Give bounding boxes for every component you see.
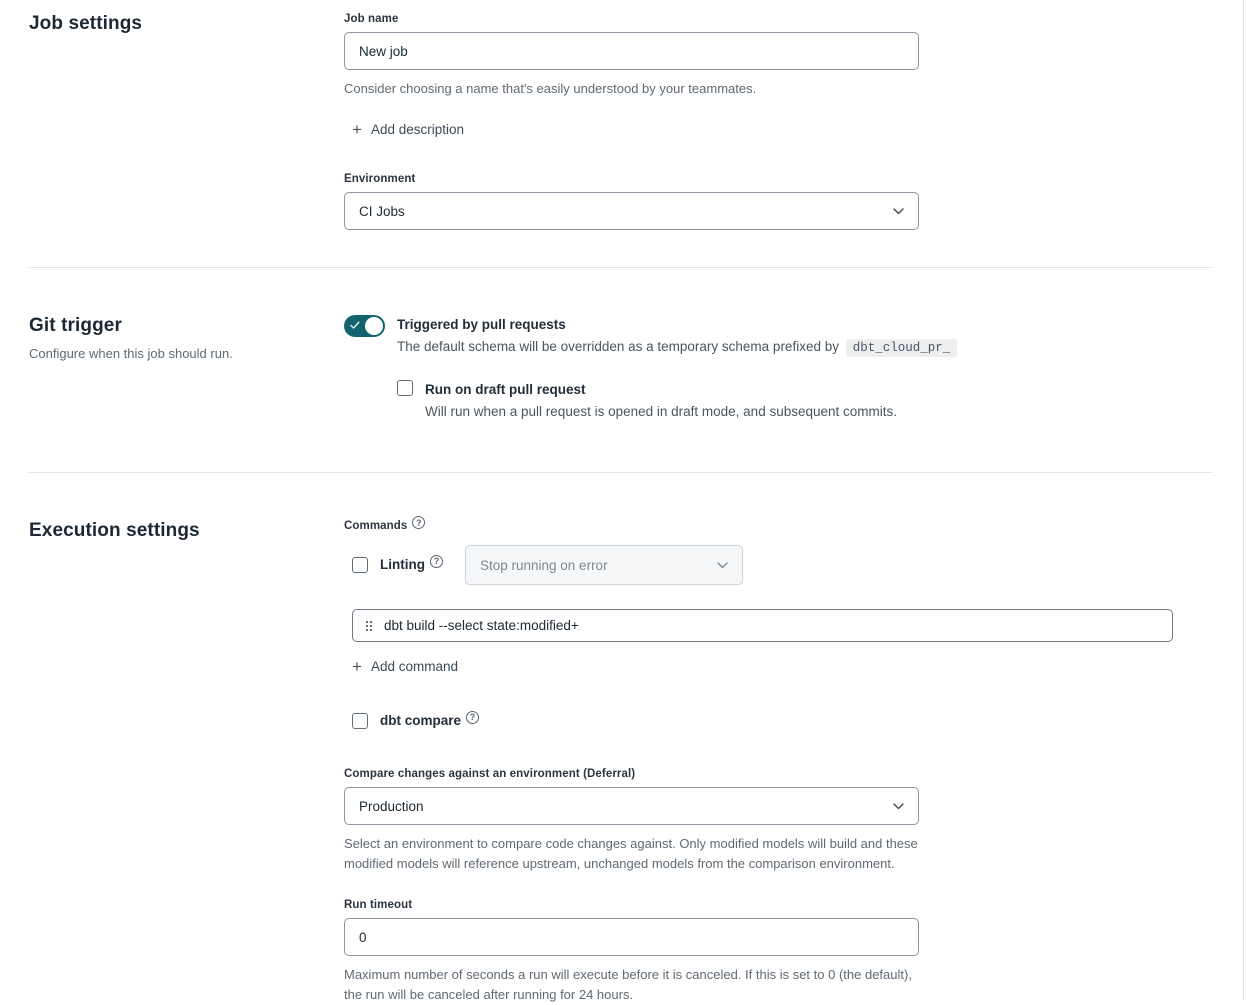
add-description-label: Add description [370, 122, 464, 137]
command-text: dbt build --select state:modified+ [384, 618, 579, 633]
plus-icon: + [352, 120, 362, 139]
deferral-select-value: Production [359, 798, 424, 814]
linting-row [344, 545, 1202, 585]
command-row[interactable] [352, 609, 1173, 642]
environment-label: Environment [344, 173, 416, 185]
run-timeout-helper: Maximum number of seconds a run will execute before it is canceled. If this is set to 0 (the default), the run will be canceled after running for 24 hours. [344, 967, 912, 1002]
run-timeout-label: Run timeout [344, 899, 413, 911]
pr-toggle-label: Triggered by pull requests [397, 317, 566, 332]
run-on-draft-description: Will run when a pull request is opened in draft mode, and subsequent commits. [425, 404, 898, 419]
job-name-helper: Consider choosing a name that's easily understood by your teammates. [344, 81, 757, 96]
dbt-compare-label: dbt compare [380, 713, 462, 728]
draft-pr-row [397, 380, 1202, 421]
linting-help-icon[interactable]: ? [430, 555, 443, 568]
chevron-down-icon [893, 803, 904, 810]
drag-handle-icon[interactable] [365, 620, 373, 632]
linting-behavior-value: Stop running on error [479, 557, 608, 573]
linting-label: Linting [380, 557, 425, 572]
commands-help-icon[interactable]: ? [412, 516, 425, 529]
schema-prefix-chip: dbt_cloud_pr_ [846, 339, 958, 357]
pull-request-toggle[interactable] [344, 315, 385, 337]
dbt-compare-help-icon[interactable]: ? [466, 711, 479, 724]
check-icon [350, 321, 360, 330]
run-timeout-input[interactable] [344, 918, 919, 956]
dbt-compare-row [344, 711, 1202, 731]
job-name-label: Job name [344, 13, 399, 25]
chevron-down-icon [893, 208, 904, 215]
job-name-input[interactable] [344, 32, 919, 70]
linting-checkbox[interactable] [352, 557, 368, 573]
pr-toggle-description: The default schema will be overridden as a temporary schema prefixed by dbt_cloud_pr_ [397, 336, 957, 359]
run-on-draft-checkbox[interactable] [397, 380, 413, 396]
environment-select[interactable] [344, 192, 919, 230]
section-job-settings [0, 0, 1246, 267]
toggle-knob [365, 317, 383, 335]
environment-select-value: CI Jobs [359, 203, 405, 219]
execution-settings-heading: Execution settings [29, 520, 200, 541]
add-command-label: Add command [370, 659, 458, 674]
section-execution-settings [0, 473, 1246, 1005]
section-git-trigger [0, 268, 1246, 472]
dbt-compare-checkbox[interactable] [352, 713, 368, 729]
job-settings-heading: Job settings [29, 13, 143, 34]
deferral-label: Compare changes against an environment (Deferral) [344, 768, 636, 780]
deferral-helper: Select an environment to compare code changes against. Only modified models will build and these modified models will reference upstream, unchanged models from the comparison environment. [344, 836, 918, 871]
plus-icon: + [352, 657, 362, 676]
run-on-draft-label: Run on draft pull request [425, 382, 586, 397]
chevron-down-icon [717, 562, 728, 569]
commands-label: Commands [344, 520, 408, 532]
linting-behavior-select [465, 545, 743, 585]
add-command-button[interactable] [352, 658, 458, 675]
git-trigger-heading: Git trigger [29, 315, 122, 336]
git-trigger-subheading: Configure when this job should run. [29, 346, 233, 361]
pr-toggle-row [344, 315, 1202, 359]
deferral-select[interactable] [344, 787, 919, 825]
add-description-button[interactable] [352, 121, 464, 138]
